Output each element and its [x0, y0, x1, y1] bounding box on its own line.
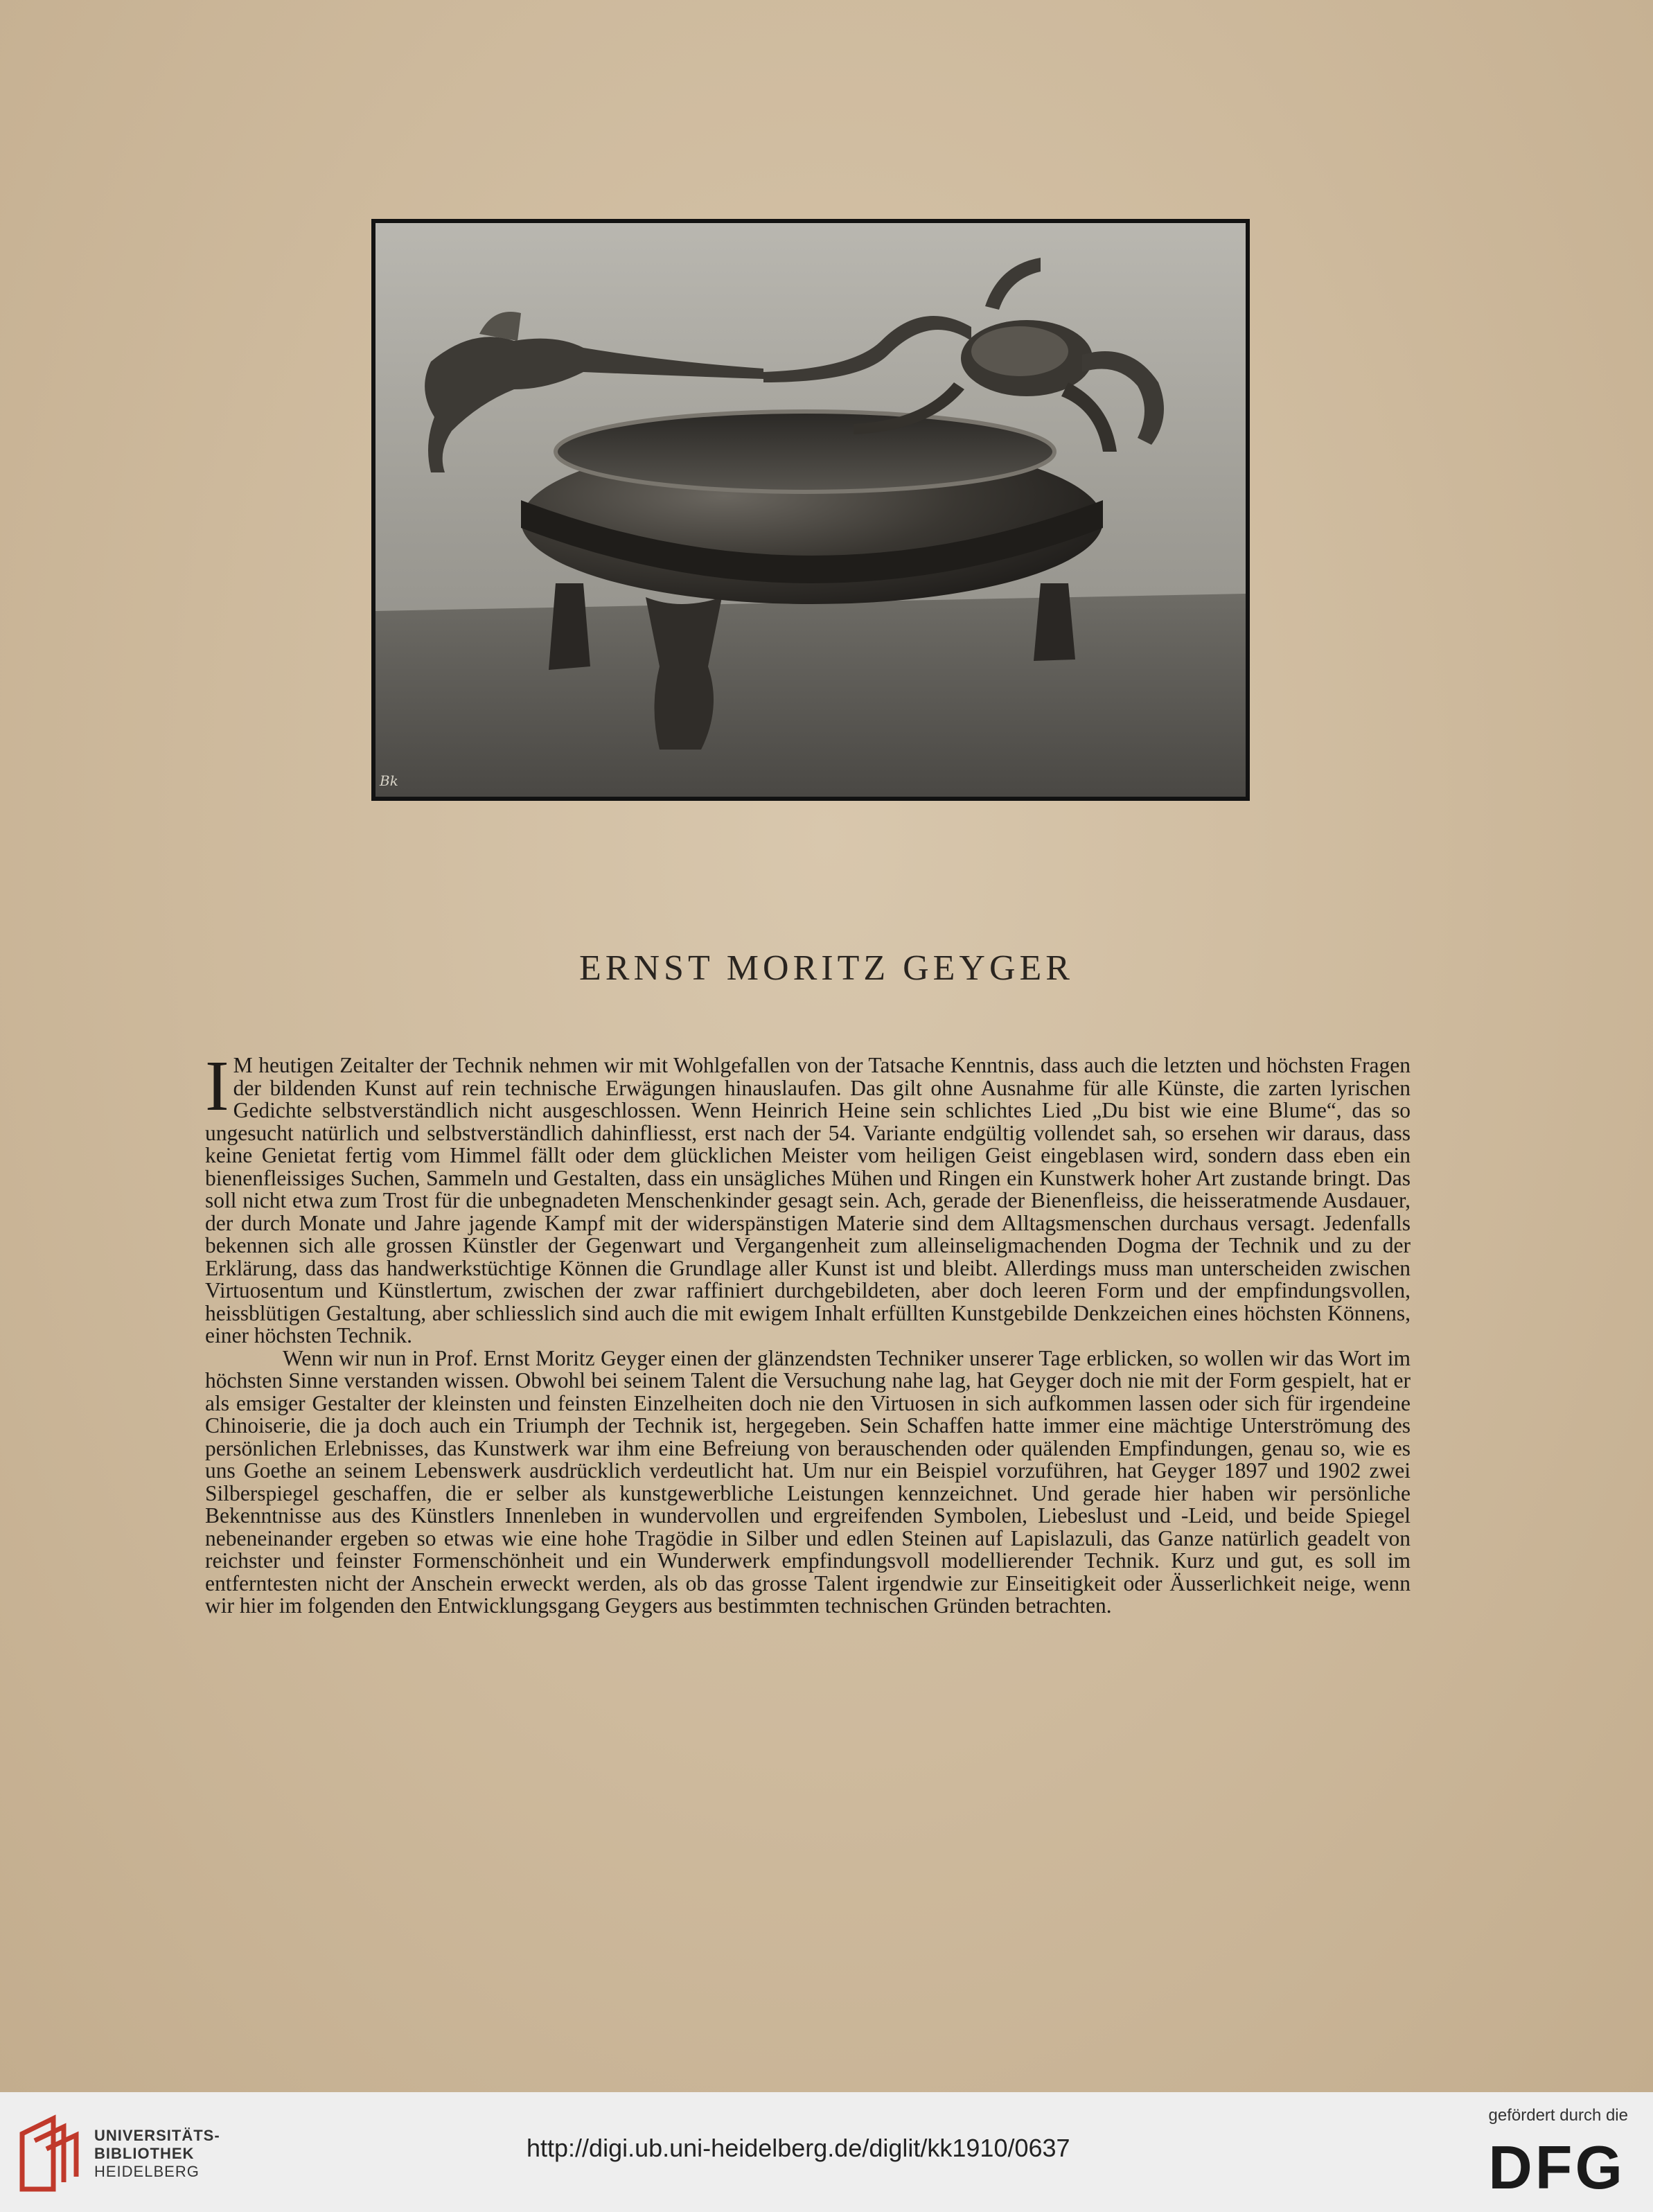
drop-cap: I: [205, 1046, 229, 1126]
library-name-line-3: HEIDELBERG: [94, 2163, 200, 2180]
dfg-logo[interactable]: DFG: [1488, 2133, 1625, 2202]
library-name[interactable]: [94, 2127, 220, 2181]
photographer-signature: Bk: [380, 772, 398, 789]
permalink-url[interactable]: http://digi.ub.uni-heidelberg.de/diglit/kk1910/0637: [527, 2134, 1070, 2162]
funded-by-label: gefördert durch die: [1488, 2106, 1628, 2125]
paragraph-1-text: M heutigen Zeitalter der Technik nehmen wir mit Wohlgefallen von der Tatsache Kenntnis, dass auch die letzten und höchsten Fragen der bildenden Kunst auf rein technische Erwägungen hinauslaufen. Das gilt ohne Ausnahme für alle Künste, die zarten lyrischen Gedichte selbstverständlich nicht ausgeschlossen. Wenn Heinrich Heine sein schlichtes Lied „Du bist wie eine Blume“, das so ungesucht natürlich und selbstverständlich dahinfliesst, erst nach der 54. Variante endgültig vollendet sah, so ersehen wir daraus, dass keine Genietat fertig vom Himmel fällt oder dem glücklichen Meister vom heiligen Geist eingeblasen wird, sondern dass eben ein bienenfleissiges Suchen, Sammeln und Gestalten, dass ein unsägliches Mühen und Ringen ein Kunstwerk hoher Art zustande bringt. Das soll nicht etwa zum Trost für die unbegnadeten Menschenkinder gesagt sein. Ach, gerade der Bienenfleiss, die heisseratmende Ausdauer, der durch Monate und Jahre jagende Kampf mit der widerspänstigen Materie sind dem Alltagsmenschen durchaus versagt. Jedenfalls bekennen sich alle grossen Künstler der Gegenwart und Vergangenheit zum alleinseligmachenden Dogma der Technik und zu der Erklärung, dass das handwerkstüchtige Können die Grundlage aller Kunst ist und bleibt. Allerdings muss man unterscheiden zwischen Virtuosentum und Künstlertum, zwischen der zwar raffiniert durchgebildeten, aber doch leeren Form und der empfindungsvollen, heissblütigen Gestaltung, aber schliesslich sind auch die mit ewigem Inhalt erfüllten Kunstgebilde Denkzeichen eines höchsten Könnens, einer höchsten Technik.: [205, 1053, 1411, 1347]
article-title: ERNST MORITZ GEYGER: [579, 948, 1074, 988]
paragraph-2: Wenn wir nun in Prof. Ernst Moritz Geyger einen der glänzendsten Techniker unserer Tage erblicken, so wollen wir das Wort im höchsten Sinne verstanden wissen. Obwohl bei seinem Talent die Versuchung nahe lag, hat Geyger doch nie mit der Form gespielt, hat er als emsiger Gestalter der kleinsten und feinsten Einzelheiten doch nie den Virtuosen in sich aufkommen lassen oder sich für irgendeine Chinoiserie, die ja doch auch ein Triumph der Technik ist, hergegeben. Sein Schaffen hatte immer eine mächtige Unterströmung des persönlichen Erlebnisses, das Kunstwerk war ihm eine Befreiung von berauschenden oder quälenden Empfindungen, genau so, wie es uns Goethe an seinem Lebenswerk ausdrücklich verdeutlicht hat. Um nur ein Beispiel vorzuführen, hat Geyger 1897 und 1902 zwei Silberspiegel geschaffen, die er selber als kunstgewerbliche Leistungen kennzeichnet. Und gerade hier haben wir persönliche Bekenntnisse aus des Künstlers Innenleben in wundervollen und ergreifenden Symbolen, Liebeslust und -Leid, und beide Spiegel nebeneinander ergeben so etwas wie eine hohe Tragödie in Silber und edlen Steinen auf Lapislazuli, das Ganze natürlich geadelt von reichster und feinster Formenschönheit und ein Wunderwerk empfindungsvoll modellierender Technik. Kurz und gut, es soll im entferntesten nicht der Anschein erweckt werden, als ob das grosse Talent irgendwie zur Einseitigkeit oder Äusserlichkeit neige, wenn wir hier im folgenden den Entwicklungsgang Geygers aus bestimmten technischen Gründen betrachten.: [205, 1345, 1411, 1618]
photo-plate: [371, 219, 1250, 801]
library-logo-icon[interactable]: [15, 2113, 85, 2196]
library-name-line-1: UNIVERSITÄTS-: [94, 2127, 220, 2144]
footer-bar: [0, 2092, 1653, 2212]
article-body: [205, 1046, 1411, 1618]
library-name-line-2: BIBLIOTHEK: [94, 2145, 195, 2162]
bronze-bowl-with-crab-photo: [375, 223, 1246, 797]
paragraph-1: [205, 1046, 1411, 1347]
